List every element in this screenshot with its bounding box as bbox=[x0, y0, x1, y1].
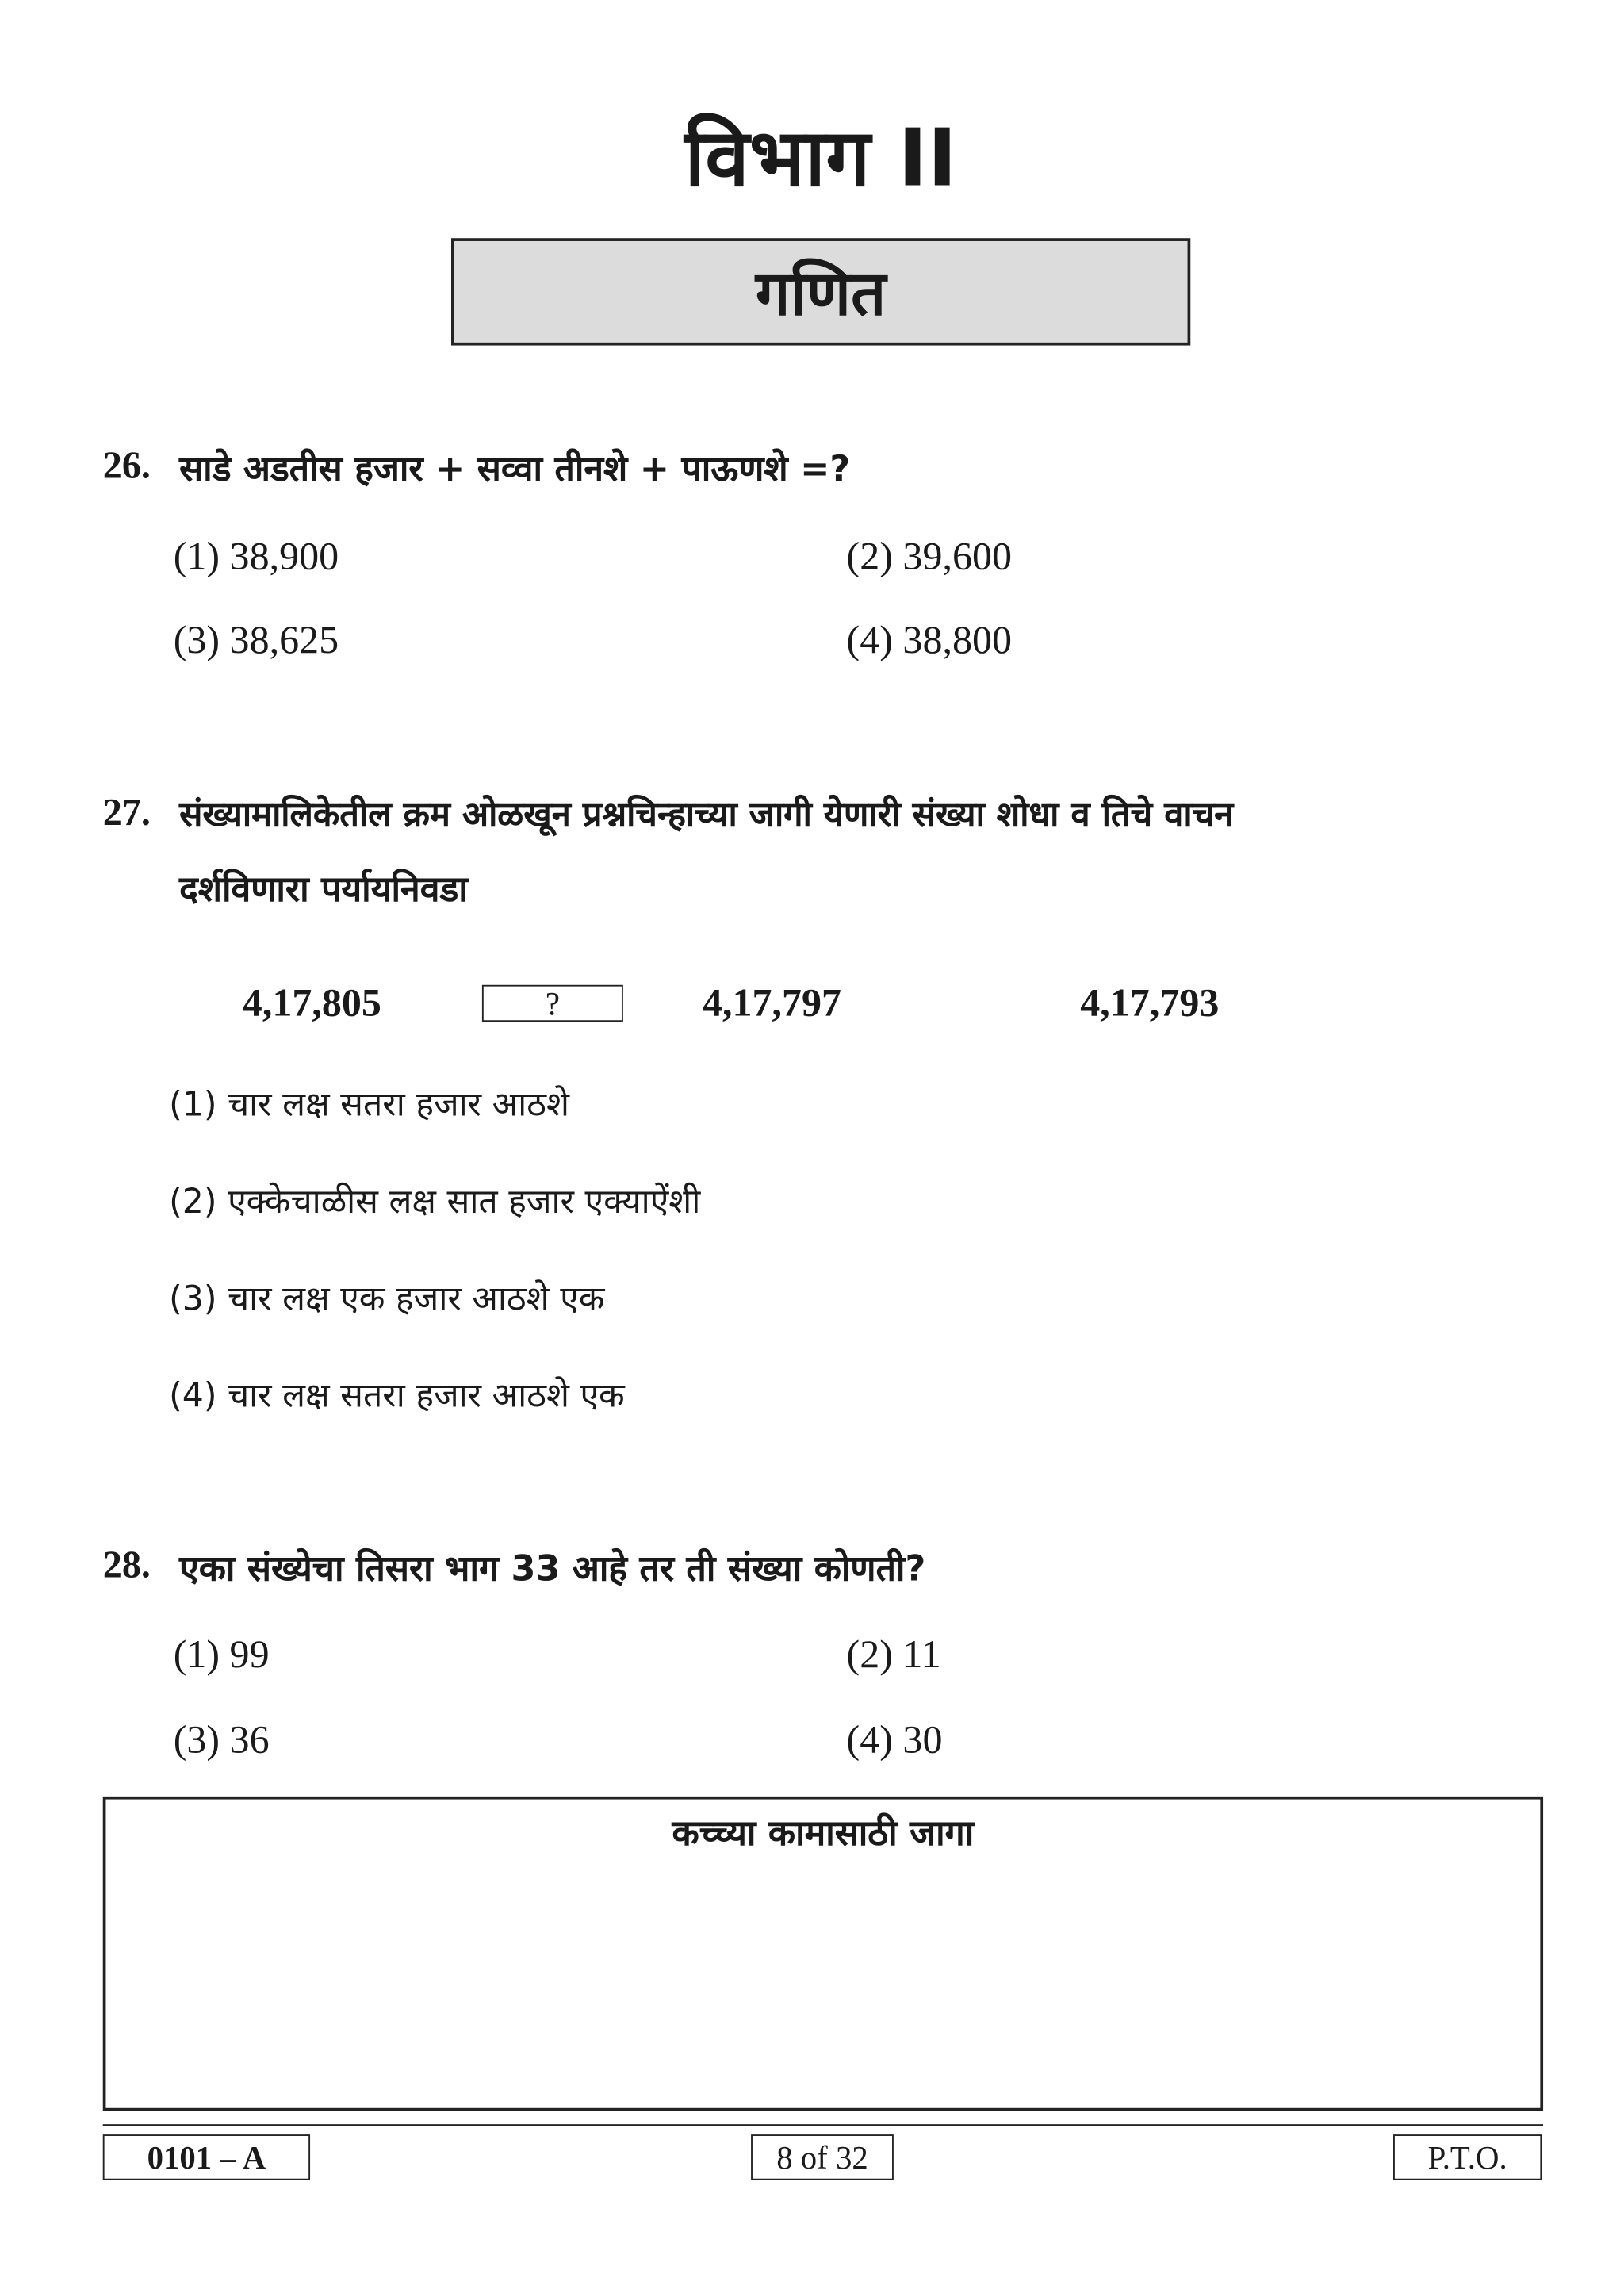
subject-banner bbox=[451, 238, 1190, 345]
option-3: (3) चार लक्ष एक हजार आठशे एक bbox=[169, 1280, 605, 1319]
option-1: (1) 99 bbox=[173, 1632, 270, 1676]
series-number-3: 4,17,797 bbox=[702, 980, 842, 1025]
rough-work-box bbox=[103, 1797, 1543, 2111]
option-4: (4) 38,800 bbox=[846, 617, 1013, 662]
option-4: (4) 30 bbox=[846, 1716, 943, 1762]
option-2: (2) 11 bbox=[846, 1632, 941, 1676]
rough-work-title: कच्च्या कामासाठी जागा bbox=[672, 1812, 975, 1854]
subject-title: गणित bbox=[755, 257, 887, 330]
question-text: एका संख्येचा तिसरा भाग 33 आहे तर ती संख्या कोणती? bbox=[179, 1547, 926, 1589]
option-2: (2) 39,600 bbox=[846, 533, 1013, 578]
option-3: (3) 38,625 bbox=[173, 617, 339, 662]
footer-divider bbox=[103, 2124, 1543, 2126]
page-number-text: 8 of 32 bbox=[776, 2138, 868, 2176]
question-text: साडे अडतीस हजार + सव्वा तीनशे + पाऊणशे =? bbox=[179, 448, 851, 490]
question-text-line-1: संख्यामालिकेतील क्रम ओळखून प्रश्नचिन्हाच्या जागी येणारी संख्या शोधा व तिचे वाचन bbox=[179, 793, 1234, 835]
series-missing-box bbox=[482, 985, 623, 1022]
series-number-4: 4,17,793 bbox=[1080, 980, 1220, 1025]
series-number-1: 4,17,805 bbox=[242, 980, 381, 1025]
paper-code-text: 0101 – A bbox=[147, 2138, 266, 2176]
question-text-line-2: दर्शविणारा पर्यायनिवडा bbox=[179, 869, 468, 911]
section-title: विभाग II bbox=[684, 111, 957, 205]
question-number: 27. bbox=[102, 791, 151, 834]
question-number: 26. bbox=[102, 443, 151, 487]
option-1: (1) चार लक्ष सतरा हजार आठशे bbox=[169, 1086, 569, 1125]
pto-label bbox=[1393, 2134, 1542, 2180]
series-missing-mark: ? bbox=[545, 984, 560, 1022]
option-4: (4) चार लक्ष सतरा हजार आठशे एक bbox=[169, 1377, 625, 1416]
option-3: (3) 36 bbox=[173, 1716, 270, 1762]
option-2: (2) एक्केचाळीस लक्ष सात हजार एक्याऐंशी bbox=[169, 1183, 701, 1222]
question-number: 28. bbox=[102, 1543, 151, 1586]
paper-code bbox=[103, 2134, 310, 2180]
pto-text: P.T.O. bbox=[1427, 2138, 1507, 2176]
page-number bbox=[751, 2134, 894, 2180]
option-1: (1) 38,900 bbox=[173, 533, 339, 578]
